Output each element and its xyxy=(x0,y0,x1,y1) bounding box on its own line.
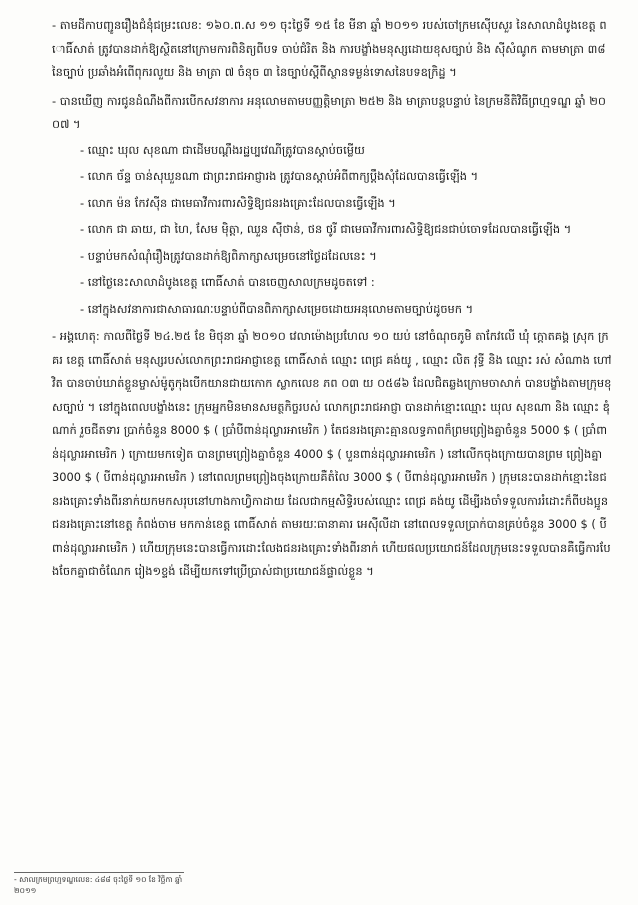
list-item-public-hearing: - នៅក្នុងសវនាការជាសាធារណៈបន្ទាប់ពីបានពិភាក្សាសម្រេចដោយអនុលោមតាមច្បាប់ដូចមក ។ xyxy=(80,301,474,316)
list-item-prosecutor: - លោក ច័ន្ទ ចាន់សុឃួនណា ជាព្រះរាជអាជ្ញារង ត្រូវបានស្ដាប់អំពីពាក្យប្ដឹងសុំដែលបានធ្វើឡើង ។ xyxy=(80,169,479,183)
paragraph-referral-order: - តាមដីកាបញ្ជូនរឿងជំនុំជម្រះលេខ: ១៦០.ព.ស ១១ ចុះថ្ងៃទី ១៥ ខែ មីនា ឆ្នាំ ២០១១ របស់ចៅក្រមស៊ើបសួរ នៃសាលាដំបូងខេត្ត ពោធិ៍សាត់ ត្រូវបានដាក់ឱ្យស្ថិតនៅក្រោមការពិនិត្យពីបទ ចាប់ជំរិត និង ការបង្ខាំងមនុស្សដោយខុសច្បាប់ និង ស៊ីសំណូក តាមមាត្រា ៣៨ នៃច្បាប់ ប្រឆាំងអំពើពុករលួយ និង មាត្រា ៧ ចំនុច ៣ នៃច្បាប់ស្តីពីស្ថានទម្ងន់ទោសនៃបទឧក្រិដ្ឋ ។ xyxy=(52,18,607,79)
list-item-victim-lawyer: - លោក ម៉ន កែវស៊ីន ជាមេធាវីការពារសិទ្ធិឱ្យជនរងគ្រោះដែលបានធ្វើឡើង ។ xyxy=(80,195,396,210)
list-item-judgment-issued: - នៅថ្ងៃនេះសាលាដំបូងខេត្ត ពោធិ៍សាត់ បានចេញសាលក្រមដូចតទៅ : xyxy=(80,275,375,289)
list-item-civil-party: - ឈ្មោះ ឃុល សុខណា ជាដើមបណ្ដឹងរដ្ឋប្បវេណីត្រូវបានស្ដាប់ចម្លើយ xyxy=(80,142,365,157)
paragraph-facts: - អង្គហេតុ: កាលពីថ្ងៃទី ២៤.២៥ ខែ មិថុនា ឆ្នាំ ២០១០ វេលាម៉ោងប្រហែល ១០ យប់ នៅចំណុចភូមិ តាកែវលើ ឃុំ ក្តោតគង្គ ស្រុក ក្រគរ ខេត្ត ពោធិ៍សាត់ មនុស្សរបស់លោកព្រះរាជអាជ្ញាខេត្ត ពោធិ៍សាត់ ឈ្មោះ ពេជ្រ គង់យូ , ឈ្មោះ លិត វុទ្ធី និង ឈ្មោះ រស់ សំណាង ហៅ វិត បានចាប់ឃាត់ខ្លួនម្ចាស់ម៉ូតូកុងបើកយានជាយកោក ស្លាកលេខ ភព ០៣ យ ០៥៨៦ ដែលជិតឆ្លងក្រោមចាសាក់ បានបង្ខាំងតាមក្រុមខុសច្បាប់ ។ នៅក្នុងពេលបង្ខាំងនេះ ក្រុមអ្នកមិនមានសមត្ថកិច្ចរបស់ លោកព្រះរាជអាជ្ញា បានដាក់ខ្មោះឈ្មោះ ឃុល សុខណា និង ឈ្មោះ ឌុំ ណាក់ រួចជីតទារ ប្រាក់ចំនួន 8000 $ ( ប្រាំបីពាន់ដុល្លារអាមេរិក ) តែជនរងគ្រោះគ្មានលទ្ធភាពក៏ព្រមព្រៀងគ្នាចំនួន 5000 $ ( ប្រាំពាន់ដុល្លារអាមេរិក ) ក្រោយមកទៀត បានព្រមព្រៀងគ្នាចំនួន 4000 $ ( បួនពាន់ដុល្លារអាមេរិក ) នៅលើកចុងក្រោយបានព្រម ព្រៀងគ្នា 3000 $ ( បីពាន់ដុល្លារអាមេរិក ) នៅពេលព្រមព្រៀងចុងក្រោយគឺតំលៃ 3000 $ ( បីពាន់ដុល្លារអាមេរិក ) ក្រុមនេះបានដាក់ខ្មោះនៃជនរងគ្រោះទាំងពីរនាក់យកមកសរុបនៅហាងកាហ្វិកាដាយ ដែលជាកម្មសិទ្ធិរបស់ឈ្មោះ ពេជ្រ គង់យូ ដើម្បីរងចាំទទួលការរំដោះក៏ពីបងប្អូនជនរងគ្រោះនៅខេត្ត កំពង់ចាម មកកាន់ខេត្ត ពោធិ៍សាត់ តាមរយៈធានាគារ អេស៊ីលីដា នៅពេលទទួលប្រាក់បានគ្រប់ចំនួន 3000 $ ( បីពាន់ដុល្លារអាមេរិក ) ហើយក្រុមនេះបានធ្វើការដោះលែងជនរងគ្រោះទាំងពីរនាក់ ហើយផលប្រយោជន៍ដែលក្រុមនេះទទួលបានគឺធ្វើការបែងចែកគ្នាជាចំណែក រៀង១ខ្ទង់ ដើម្បីយកទៅប្រើប្រាស់ជាប្រយោជន៍ផ្ទាល់ខ្លួន ។ xyxy=(52,329,612,578)
paragraph-hearing-notice: - បានឃើញ ការជូនដំណឹងពីការបើកសវនាការ អនុលោមតាមបញ្ញត្តិមាត្រា ២៥២ និង មាត្រាបន្តបន្ទាប់ នៃក្រមនីតិវិធីព្រហ្មទណ្ឌ ឆ្នាំ ២០០៧ ។ xyxy=(52,93,606,131)
list-item-defense-lawyers: - លោក ជា ឆាយ, ជា ហៃ, សែម ម៉ិត្តា, ឈួន ស៊ីថាន់, ថន ថូរី ជាមេធាវីការពារសិទ្ធិឱ្យជនជាប់ចោទដែលបានធ្វើឡើង ។ xyxy=(80,222,572,236)
page-footer: - សាលក្រមព្រហ្មទណ្ឌលេខ: ៤៨៨ ចុះថ្ងៃទី ១០ ខែ វិច្ឆិកា ឆ្នាំ ២០១១ xyxy=(14,872,184,897)
list-item-deliberation: - បន្ទាប់មកសំណុំរឿងត្រូវបានដាក់ឱ្យពិភាក្សាសម្រេចនៅថ្ងៃដដែលនេះ ។ xyxy=(80,248,377,263)
